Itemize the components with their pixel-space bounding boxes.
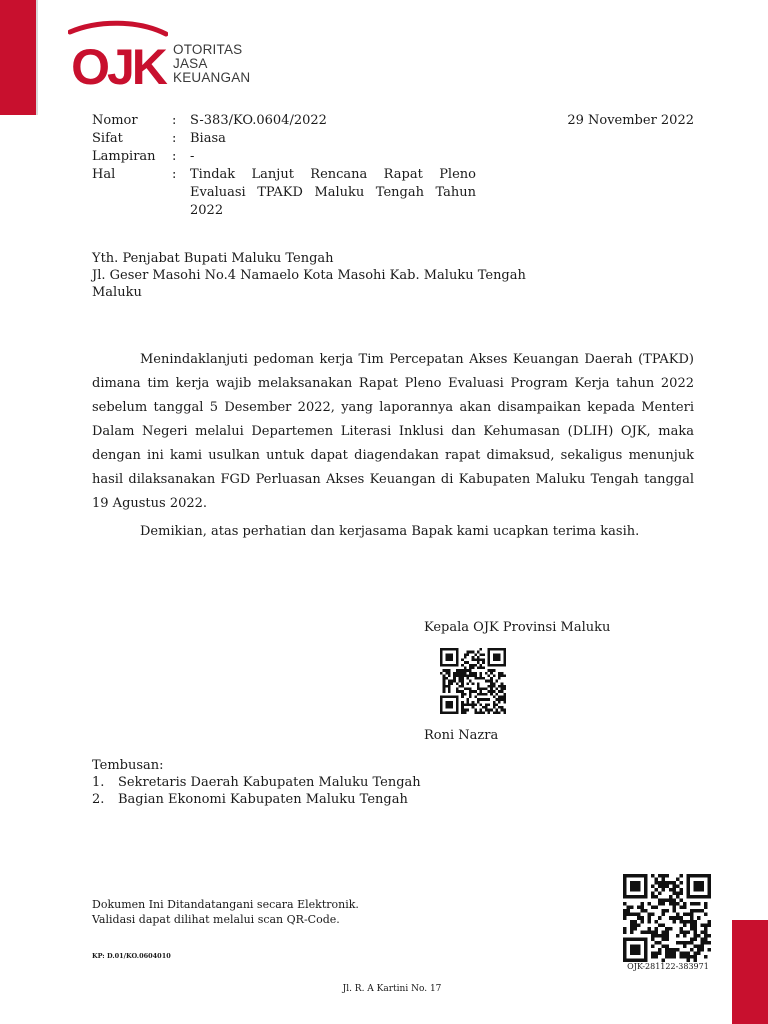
logo-line-2: JASA xyxy=(173,56,208,71)
closing-sentence: Demikian, atas perhatian dan kerjasama Bapak kami ucapkan terima kasih. xyxy=(140,524,640,539)
list-number: 1. xyxy=(92,775,105,790)
letter-metadata xyxy=(92,112,492,220)
colon: : xyxy=(172,131,177,146)
list-item xyxy=(92,791,542,808)
kp-code: KP: D.01/KO.0604010 xyxy=(92,952,171,960)
meta-row-nomor xyxy=(92,112,492,130)
decorative-red-bar-top xyxy=(0,0,36,115)
cc-label: Tembusan: xyxy=(92,758,164,773)
nomor-label: Nomor xyxy=(92,113,138,128)
meta-row-sifat xyxy=(92,130,492,148)
decorative-red-bar-bottom xyxy=(732,920,768,1024)
signatory-title: Kepala OJK Provinsi Maluku xyxy=(424,620,611,635)
colon: : xyxy=(172,113,177,128)
colon: : xyxy=(172,167,177,182)
meta-row-hal xyxy=(92,166,492,220)
lampiran-label: Lampiran xyxy=(92,149,156,164)
hal-value: Tindak Lanjut Rencana Rapat Pleno Evaluasi TPAKD Maluku Tengah Tahun 2022 xyxy=(190,167,476,218)
esign-line-1: Dokumen Ini Ditandatangani secara Elektronik. xyxy=(92,898,359,911)
decorative-bar-shadow xyxy=(36,0,38,115)
lampiran-value: - xyxy=(190,149,195,164)
colon: : xyxy=(172,149,177,164)
signature-qr-code xyxy=(439,648,507,714)
recipient-address xyxy=(92,250,652,301)
recipient-line-3: Maluku xyxy=(92,285,142,300)
signatory-name: Roni Nazra xyxy=(424,728,499,743)
cc-list xyxy=(92,774,542,808)
body-paragraph: Menindaklanjuti pedoman kerja Tim Percepatan Akses Keuangan Daerah (TPAKD) dimana tim kerja wajib melaksanakan Rapat Pleno Evaluasi Program Kerja tahun 2022 sebelum tanggal 5 Desember 2022, yang laporannya akan disampaikan kepada Menteri Dalam Negeri melalui Departemen Literasi Inklusi dan Kehumasan (DLIH) OJK, maka dengan ini kami usulkan untuk dapat diagendakan rapat dimaksud, sekaligus menunjuk hasil dilaksanakan FGD Perluasan Akses Keuangan di Kabupaten Maluku Tengah tanggal 19 Agustus 2022. xyxy=(92,352,694,511)
logo-wordmark xyxy=(173,43,250,85)
recipient-line-1: Yth. Penjabat Bupati Maluku Tengah xyxy=(92,251,334,266)
logo-line-3: KEUANGAN xyxy=(173,70,251,85)
sifat-value: Biasa xyxy=(190,131,226,146)
footer-address: Jl. R. A Kartini No. 17 xyxy=(342,984,442,994)
qr-code-id: OJK-281122-383971 xyxy=(627,962,709,971)
letter-date: 29 November 2022 xyxy=(567,113,694,128)
list-item xyxy=(92,774,542,791)
hal-label: Hal xyxy=(92,167,116,182)
logo-mark: OJK xyxy=(71,39,165,92)
sifat-label: Sifat xyxy=(92,131,123,146)
list-text: Bagian Ekonomi Kabupaten Maluku Tengah xyxy=(118,792,408,807)
list-number: 2. xyxy=(92,792,105,807)
meta-row-lampiran xyxy=(92,148,492,166)
list-text: Sekretaris Daerah Kabupaten Maluku Tengah xyxy=(118,775,421,790)
letter-body xyxy=(92,348,694,516)
ojk-logo xyxy=(68,18,258,92)
nomor-value: S-383/KO.0604/2022 xyxy=(190,113,327,128)
validation-qr-code xyxy=(621,874,713,962)
recipient-line-2: Jl. Geser Masohi No.4 Namaelo Kota Masohi Kab. Maluku Tengah xyxy=(92,268,526,283)
cc-section xyxy=(92,757,542,808)
logo-line-1: OTORITAS xyxy=(173,42,243,57)
esign-line-2: Validasi dapat dilihat melalui scan QR-Code. xyxy=(92,913,340,926)
ojk-logo-icon xyxy=(68,18,168,92)
esign-notice xyxy=(92,897,359,927)
